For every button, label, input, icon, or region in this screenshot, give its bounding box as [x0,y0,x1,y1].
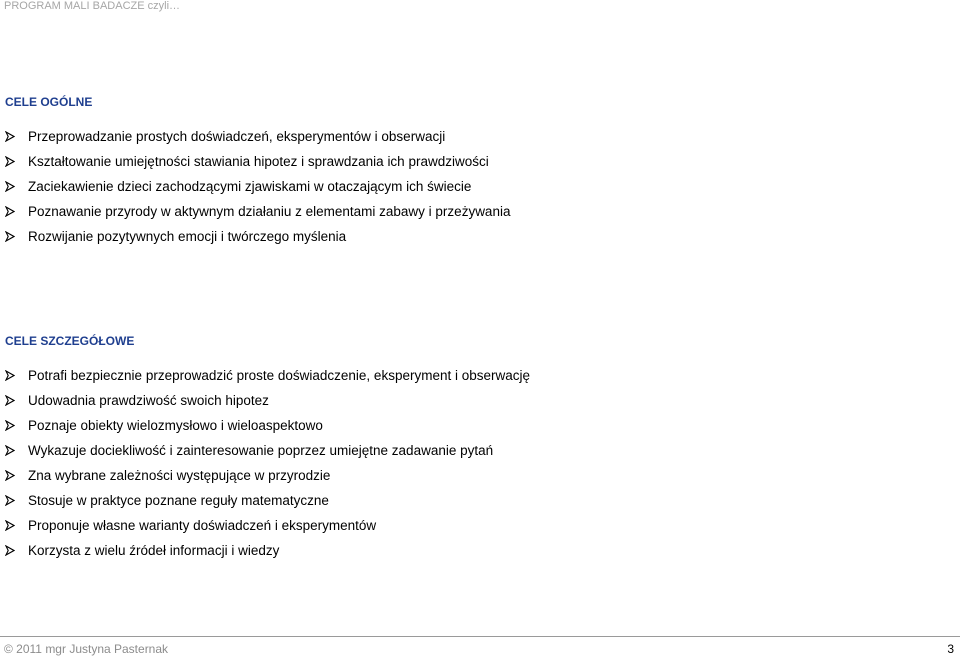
footer-copyright: © 2011 mgr Justyna Pasternak [4,642,169,656]
arrowhead-bullet-icon [5,131,15,142]
list-item-text: Korzysta z wielu źródeł informacji i wiedzy [28,543,280,558]
arrowhead-bullet-icon [5,545,15,556]
list-item-text: Zna wybrane zależności występujące w przyrodzie [28,468,331,483]
arrowhead-bullet-icon [5,470,15,481]
arrowhead-bullet-icon [5,395,15,406]
arrowhead-bullet-icon [5,420,15,431]
footer-divider [0,636,960,637]
list-item-text: Rozwijanie pozytywnych emocji i twórczego myślenia [28,229,347,244]
section-title-specific-goals: CELE SZCZEGÓŁOWE [5,334,135,348]
arrowhead-bullet-icon [5,520,15,531]
document-header: PROGRAM MALI BADACZE czyli… [4,0,181,12]
list-item-text: Wykazuje dociekliwość i zainteresowanie poprzez umiejętne zadawanie pytań [28,443,494,458]
arrowhead-bullet-icon [5,495,15,506]
list-item-text: Poznaje obiekty wielozmysłowo i wieloaspektowo [28,418,323,433]
arrowhead-bullet-icon [5,445,15,456]
list-item-text: Proponuje własne warianty doświadczeń i eksperymentów [28,518,377,533]
list-item-text: Zaciekawienie dzieci zachodzącymi zjawiskami w otaczającym ich świecie [28,179,472,194]
arrowhead-bullet-icon [5,231,15,242]
list-item-text: Kształtowanie umiejętności stawiania hipotez i sprawdzania ich prawdziwości [28,154,489,169]
arrowhead-bullet-icon [5,206,15,217]
list-item-text: Poznawanie przyrody w aktywnym działaniu z elementami zabawy i przeżywania [28,204,511,219]
list-item-text: Potrafi bezpiecznie przeprowadzić proste doświadczenie, eksperyment i obserwację [28,368,530,383]
list-item-text: Stosuje w praktyce poznane reguły matematyczne [28,493,329,508]
page-number: 3 [947,642,954,656]
arrowhead-bullet-icon [5,181,15,192]
list-item-text: Udowadnia prawdziwość swoich hipotez [28,393,269,408]
arrowhead-bullet-icon [5,370,15,381]
section-title-general-goals: CELE OGÓLNE [5,95,93,109]
arrowhead-bullet-icon [5,156,15,167]
list-item-text: Przeprowadzanie prostych doświadczeń, eksperymentów i obserwacji [28,129,446,144]
